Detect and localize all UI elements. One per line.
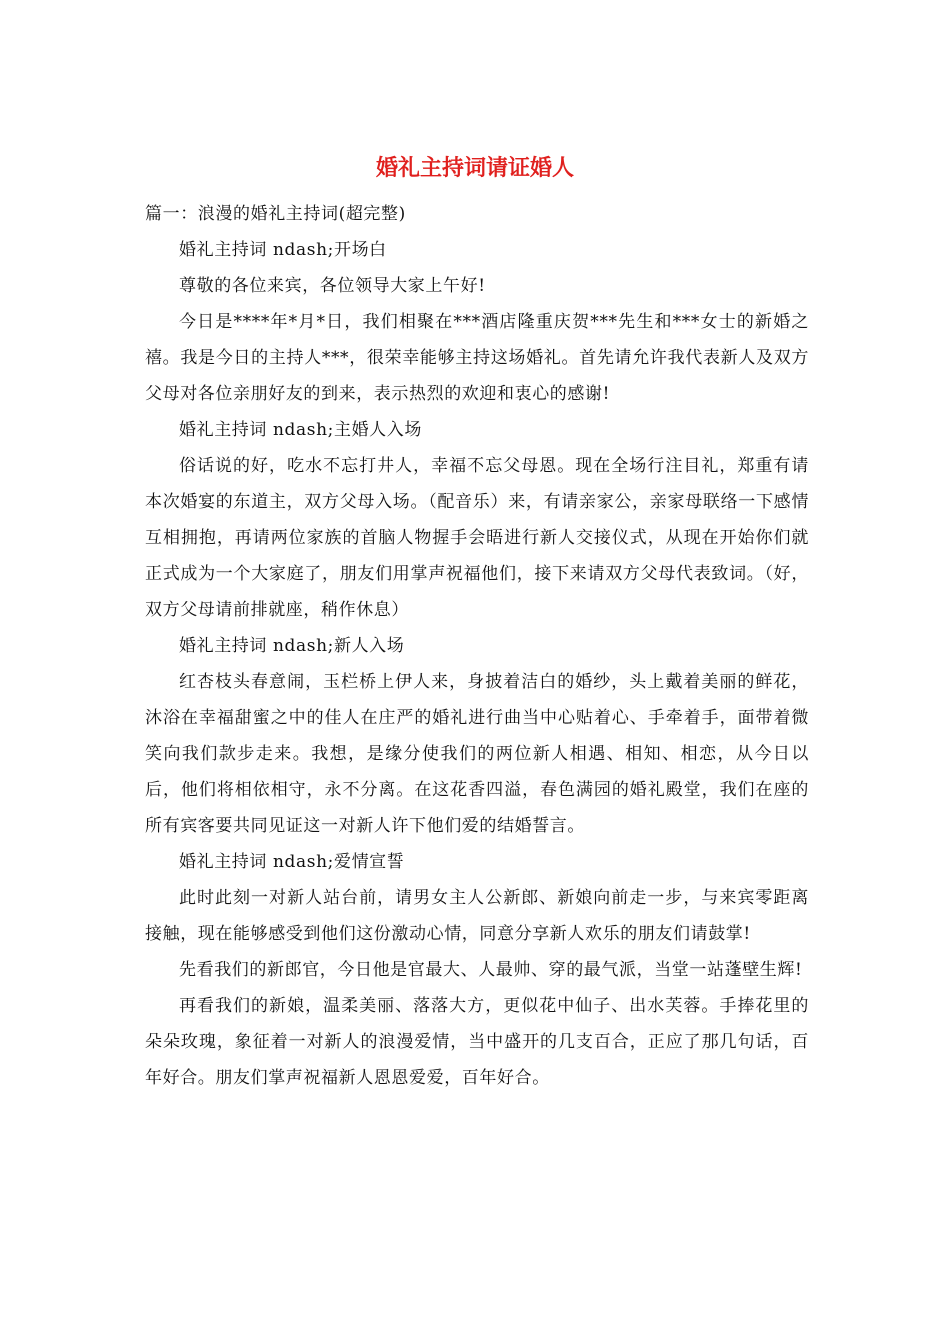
paragraph: 再看我们的新娘，温柔美丽、落落大方，更似花中仙子、出水芙蓉。手捧花里的朵朵玫瑰，象征着一对新人的浪漫爱情，当中盛开的几支百合，正应了那几句话，百年好合。朋友们掌声祝福新人恩恩爱爱，百年好合。 [145, 996, 809, 1088]
document-title: 婚礼主持词请证婚人 [375, 155, 574, 181]
paragraph: 先看我们的新郎官，今日他是官最大、人最帅、穿的最气派，当堂一站蓬壁生辉! [179, 960, 803, 980]
paragraph: 俗话说的好，吃水不忘打井人，幸福不忘父母恩。现在全场行注目礼，郑重有请本次婚宴的东道主，双方父母入场。（配音乐）来，有请亲家公，亲家母联络一下感情互相拥抱，再请两位家族的首脑人物握手会晤进行新人交接仪式，从现在开始你们就正式成为一个大家庭了，朋友们用掌声祝福他们，接下来请双方父母代表致词。（好，双方父母请前排就座，稍作休息） [145, 456, 809, 620]
section-heading: 婚礼主持词 ndash;开场白 [179, 240, 387, 260]
paragraph: 此时此刻一对新人站台前，请男女主人公新郎、新娘向前走一步，与来宾零距离接触，现在能够感受到他们这份激动心情，同意分享新人欢乐的朋友们请鼓掌! [145, 888, 809, 944]
section-heading: 婚礼主持词 ndash;主婚人入场 [179, 420, 422, 440]
paragraph: 尊敬的各位来宾，各位领导大家上午好! [179, 276, 486, 296]
section-heading: 婚礼主持词 ndash;新人入场 [179, 636, 405, 656]
section-heading: 婚礼主持词 ndash;爱情宣誓 [179, 852, 405, 872]
paragraph: 今日是****年*月*日，我们相聚在***酒店隆重庆贺***先生和***女士的新婚之禧。我是今日的主持人***，很荣幸能够主持这场婚礼。首先请允许我代表新人及双方父母对各位亲朋好友的到来，表示热烈的欢迎和衷心的感谢! [145, 312, 809, 404]
paragraph: 红杏枝头春意闹，玉栏桥上伊人来，身披着洁白的婚纱，头上戴着美丽的鲜花，沐浴在幸福甜蜜之中的佳人在庄严的婚礼进行曲当中心贴着心、手牵着手，面带着微笑向我们款步走来。我想，是缘分使我们的两位新人相遇、相知、相恋，从今日以后，他们将相依相守，永不分离。在这花香四溢，春色满园的婚礼殿堂，我们在座的所有宾客要共同见证这一对新人许下他们爱的结婚誓言。 [145, 672, 809, 836]
document-body [145, 196, 809, 1096]
paragraph: 篇一：浪漫的婚礼主持词(超完整) [145, 204, 406, 224]
